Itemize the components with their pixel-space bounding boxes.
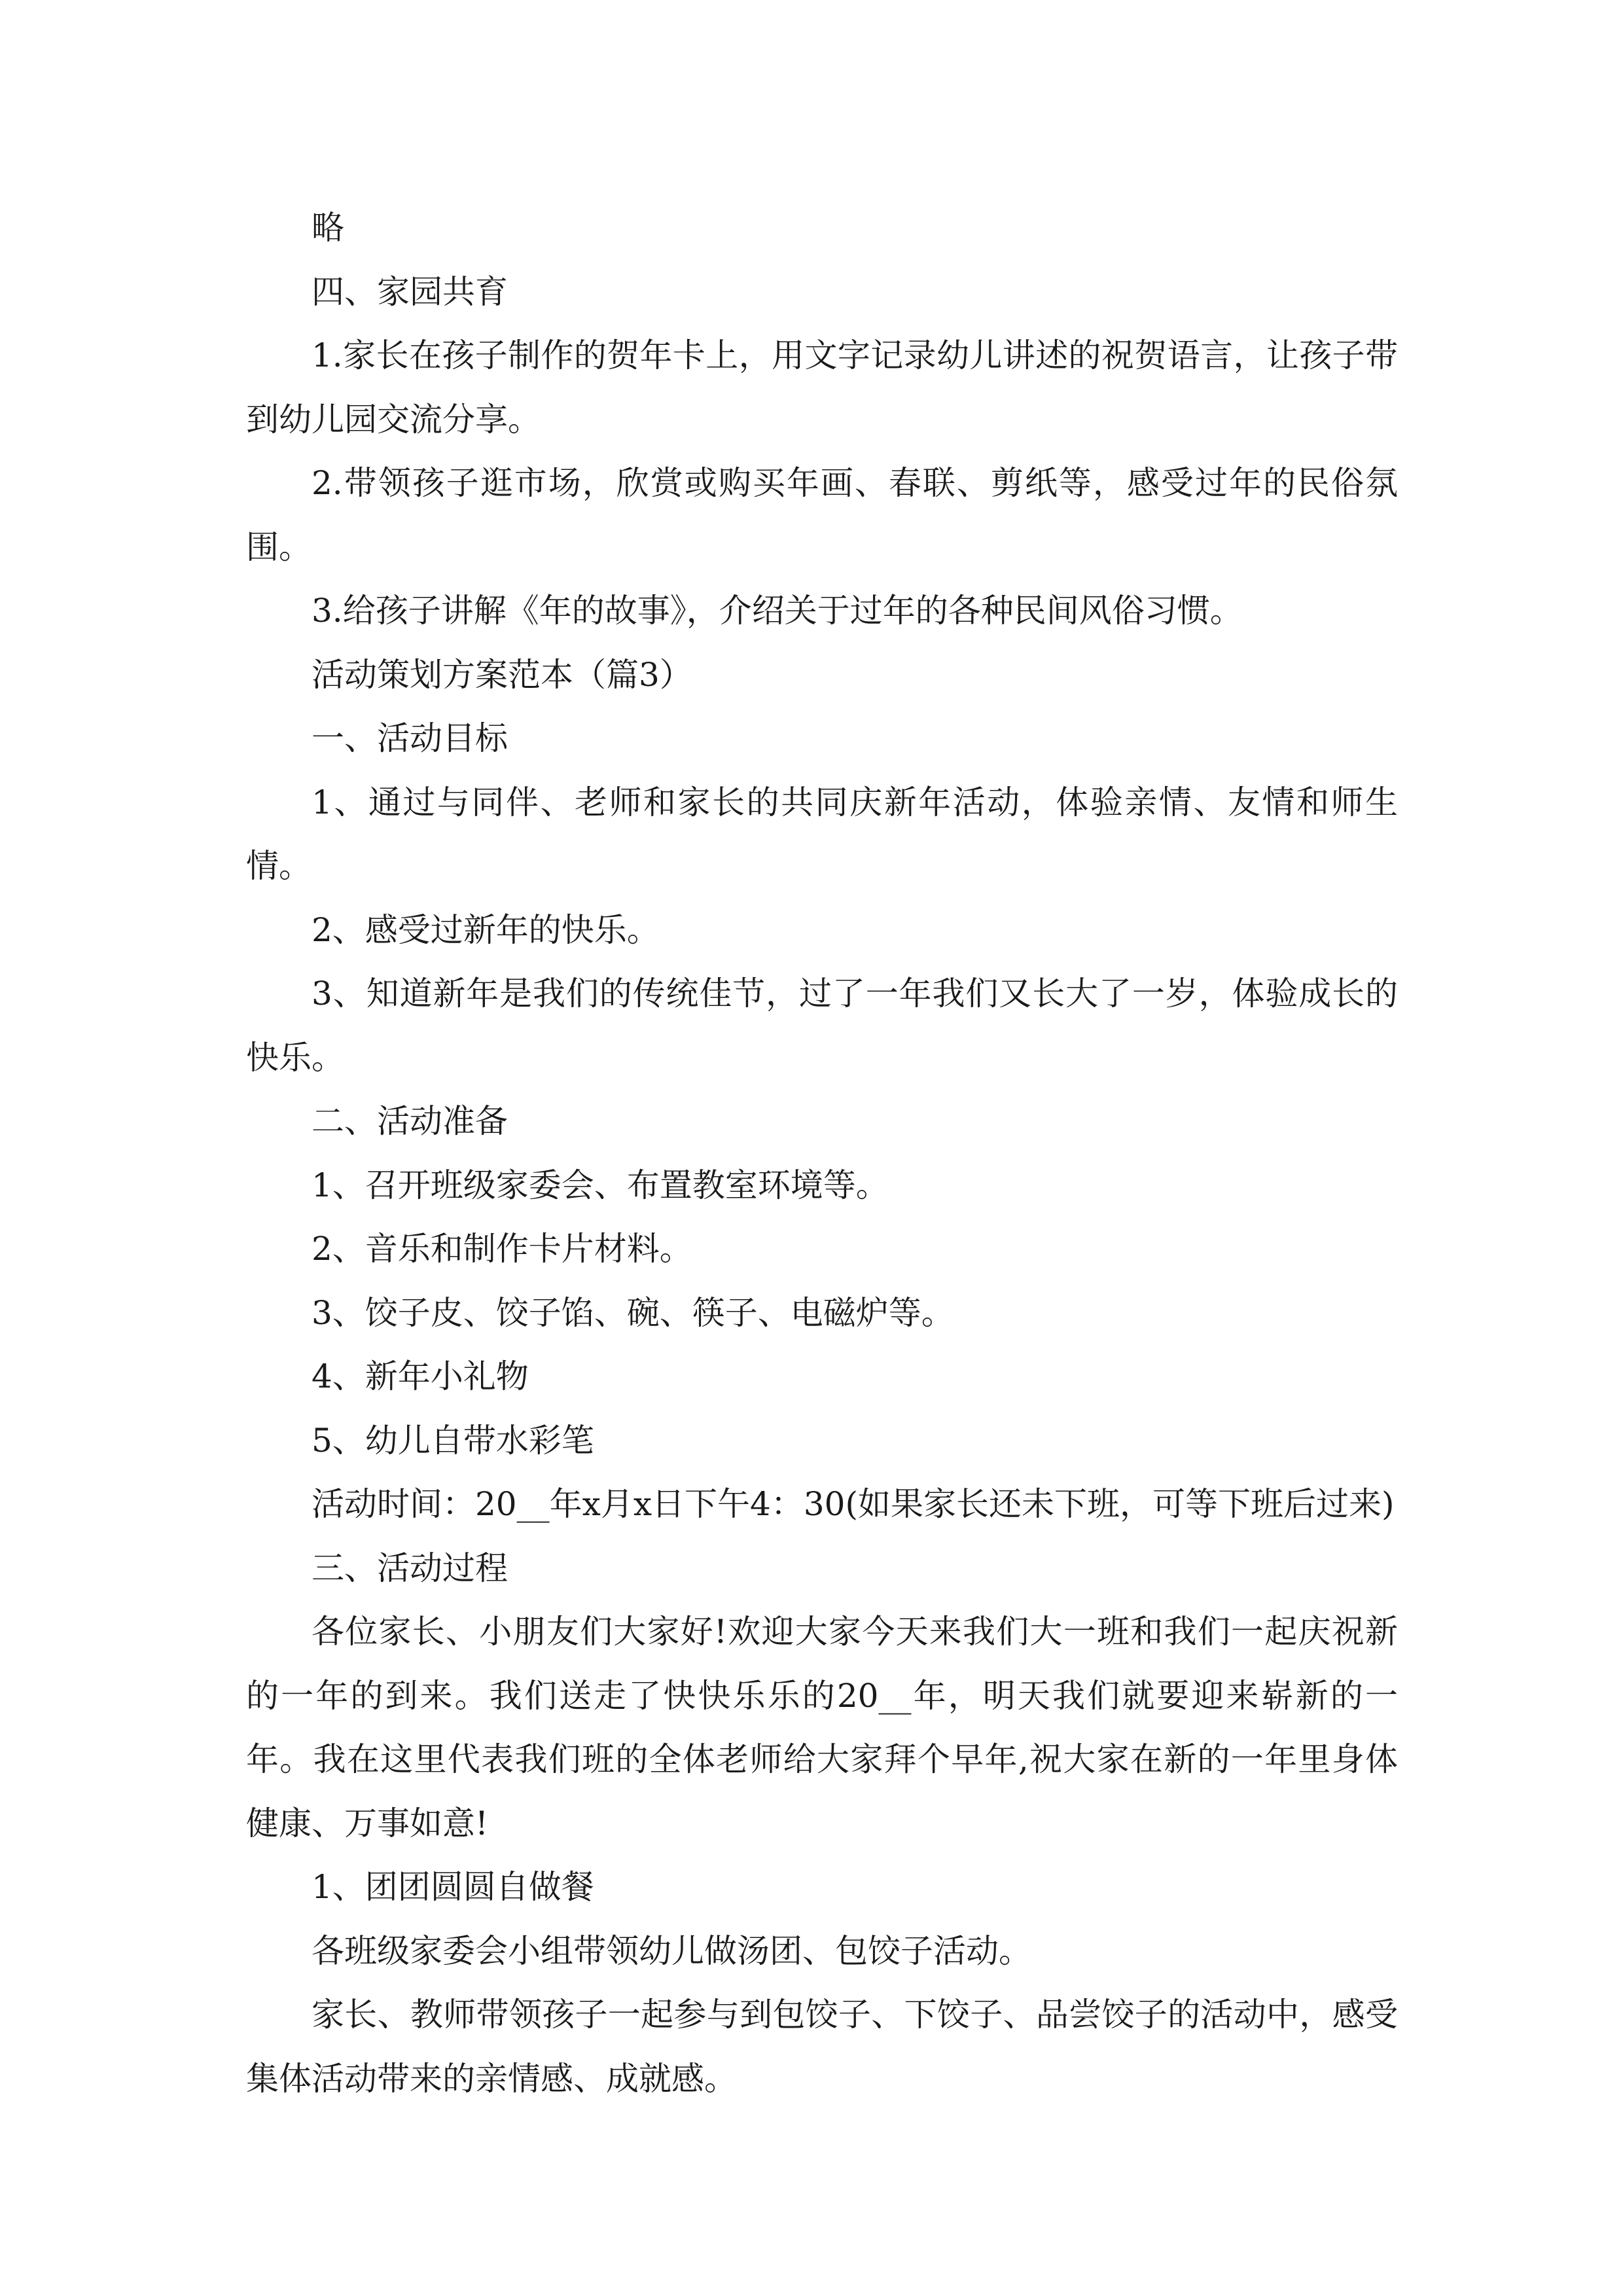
- section-title-plan-3: 活动策划方案范本（篇3）: [312, 655, 692, 694]
- paragraph-goal-1: 1、通过与同伴、老师和家长的共同庆新年活动，体验亲情、友情和师生情。: [246, 783, 1398, 885]
- paragraph-prep-4: 4、新年小礼物: [312, 1357, 529, 1395]
- paragraph-market-visit: 2.带领孩子逛市场，欣赏或购买年画、春联、剪纸等，感受过年的民俗氛围。: [246, 464, 1398, 566]
- paragraph-prep-2: 2、音乐和制作卡片材料。: [312, 1230, 692, 1268]
- paragraph-prep-1: 1、召开班级家委会、布置教室环境等。: [312, 1166, 889, 1204]
- paragraph-new-year-story: 3.给孩子讲解《年的故事》，介绍关于过年的各种民间风俗习惯。: [312, 592, 1243, 630]
- paragraph-goal-3: 3、知道新年是我们的传统佳节，过了一年我们又长大了一岁，体验成长的快乐。: [246, 975, 1398, 1077]
- paragraph-prep-3: 3、饺子皮、饺子馅、碗、筷子、电磁炉等。: [312, 1293, 954, 1332]
- heading-activity-process: 三、活动过程: [312, 1549, 508, 1587]
- heading-activity-prep: 二、活动准备: [312, 1102, 508, 1140]
- paragraph-omitted: 略: [312, 209, 344, 247]
- paragraph-activity-time: 活动时间：20__年x月x日下午4：30(如果家长还未下班，可等下班后过来): [312, 1485, 1395, 1523]
- paragraph-opening-speech: 各位家长、小朋友们大家好!欢迎大家今天来我们大一班和我们一起庆祝新的一年的到来。我们送走了快快乐乐的20__年，明天我们就要迎来崭新的一年。我在这里代表我们班的全体老师给大家拜个早年,祝大家在新的一年里身体健康、万事如意!: [246, 1613, 1398, 1842]
- paragraph-step-1: 1、团团圆圆自做餐: [312, 1868, 594, 1906]
- paragraph-prep-5: 5、幼儿自带水彩笔: [312, 1421, 594, 1460]
- paragraph-dumpling-activity: 家长、教师带领孩子一起参与到包饺子、下饺子、品尝饺子的活动中，感受集体活动带来的亲情感、成就感。: [246, 1996, 1398, 2098]
- paragraph-greeting-card: 1.家长在孩子制作的贺年卡上，用文字记录幼儿讲述的祝贺语言，让孩子带到幼儿园交流分享。: [246, 336, 1398, 439]
- paragraph-goal-2: 2、感受过新年的快乐。: [312, 910, 660, 949]
- heading-activity-goals: 一、活动目标: [312, 719, 508, 757]
- paragraph-dumpling-groups: 各班级家委会小组带领幼儿做汤团、包饺子活动。: [312, 1931, 1031, 1970]
- heading-home-school: 四、家园共育: [312, 272, 508, 311]
- body-text: [246, 196, 1398, 2111]
